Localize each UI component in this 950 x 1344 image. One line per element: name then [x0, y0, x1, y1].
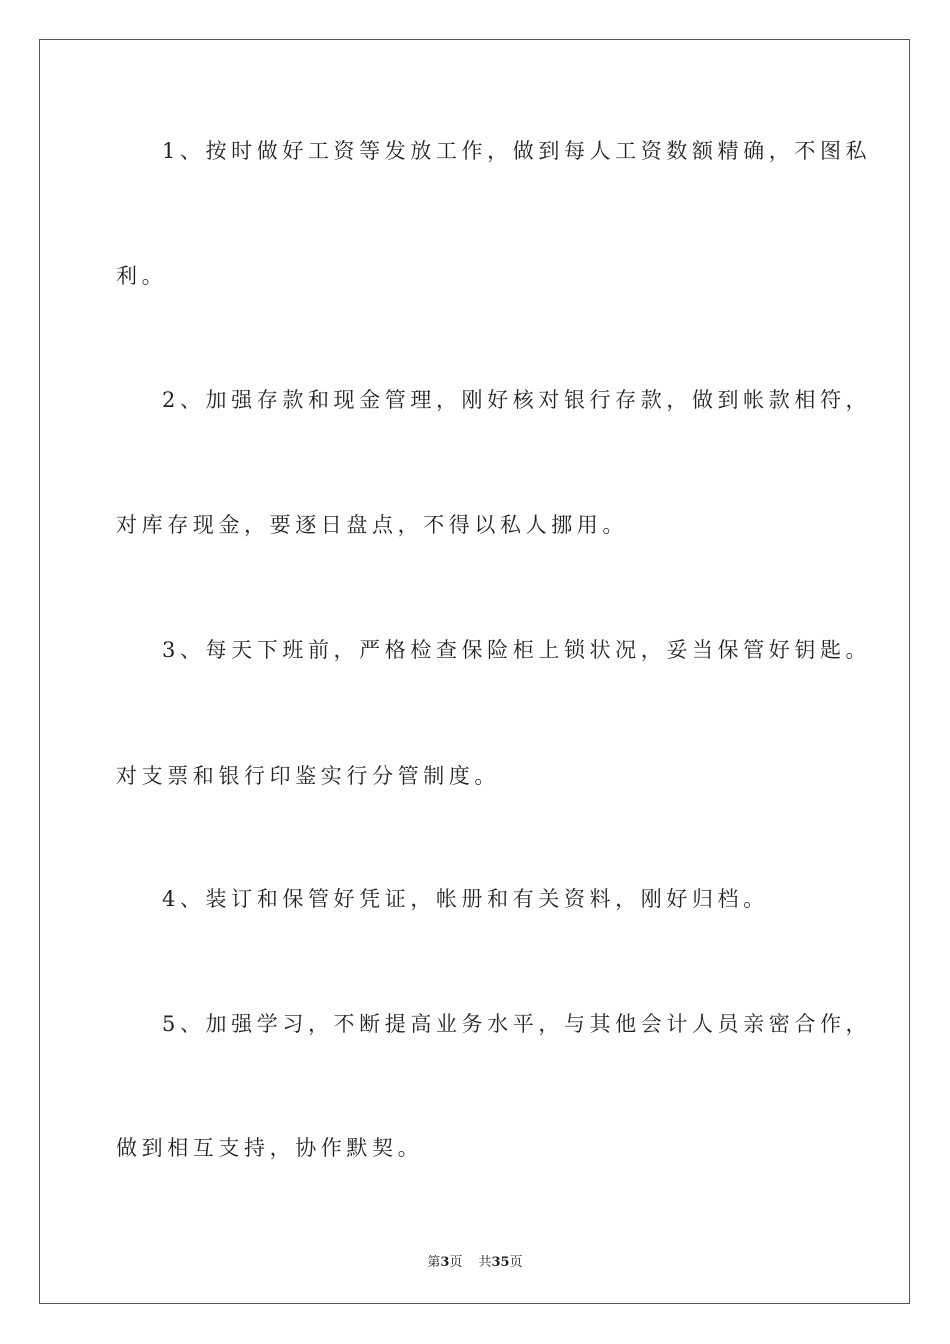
page-border	[39, 39, 910, 1304]
total-prefix: 共	[478, 1255, 492, 1270]
item-1-line-1: 1、按时做好工资等发放工作，做到每人工资数额精确，不图私	[162, 139, 872, 163]
total-suffix: 页	[509, 1255, 523, 1270]
page-prefix: 第	[427, 1255, 441, 1270]
item-4-line-1: 4、装订和保管好凭证，帐册和有关资料，刚好归档。	[162, 887, 769, 911]
page-number: 3	[440, 1255, 450, 1270]
item-2-line-2: 对库存现金，要逐日盘点，不得以私人挪用。	[116, 513, 628, 537]
total-pages: 35	[491, 1255, 510, 1270]
item-3-line-1: 3、每天下班前，严格检查保险柜上锁状况，妥当保管好钥匙。	[162, 638, 872, 662]
item-1-line-2: 利。	[116, 264, 168, 288]
item-3-line-2: 对支票和银行印鉴实行分管制度。	[116, 764, 500, 788]
page-footer	[0, 1251, 950, 1270]
item-5-line-2: 做到相互支持，协作默契。	[116, 1136, 424, 1160]
page-suffix: 页	[449, 1255, 463, 1270]
item-2-line-1: 2、加强存款和现金管理，刚好核对银行存款，做到帐款相符，	[162, 388, 872, 412]
item-5-line-1: 5、加强学习，不断提高业务水平，与其他会计人员亲密合作，	[162, 1012, 872, 1036]
